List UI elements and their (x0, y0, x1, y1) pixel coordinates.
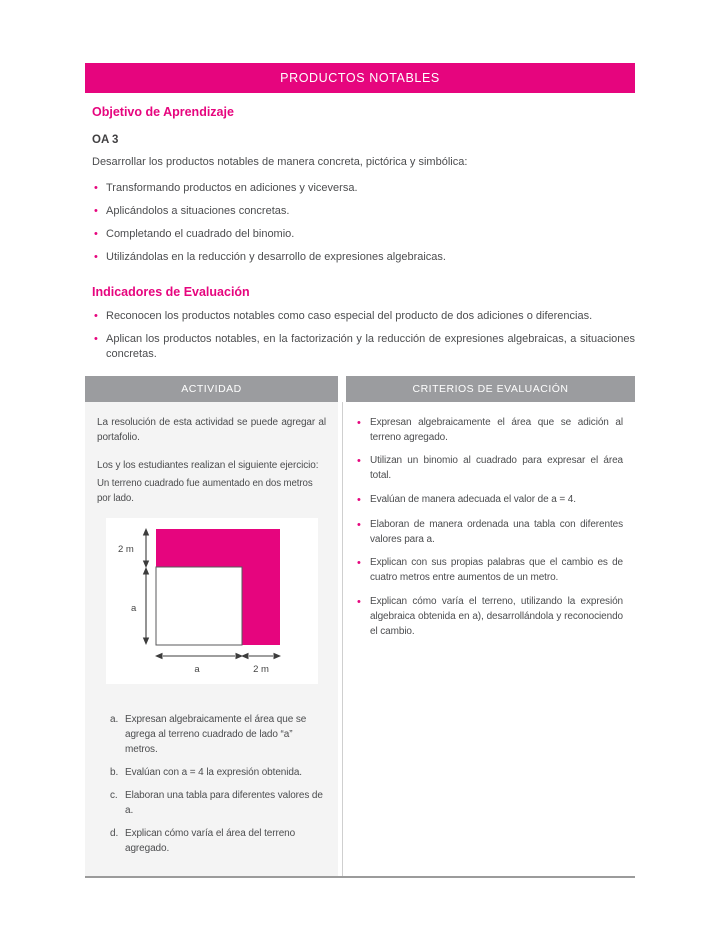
task-letter: a. (110, 714, 119, 726)
criteria-item (357, 555, 623, 585)
task-item (110, 826, 326, 856)
arrow-head-icon (142, 567, 148, 575)
bullet-text: Reconocen los productos notables como caso especial del producto de dos adiciones o diferencias. (106, 310, 593, 322)
tasks-list (97, 712, 326, 856)
task-item (110, 788, 326, 818)
arrow-head-icon (142, 528, 148, 536)
task-letter: d. (110, 828, 119, 840)
terrain-diagram-svg (106, 523, 318, 677)
diagram-label-side-a: a (130, 603, 136, 615)
criteria-item (357, 492, 623, 509)
bullet-icon: • (94, 310, 98, 322)
bullet-icon: • (94, 204, 98, 217)
bullet-icon: • (94, 332, 98, 345)
diagram-original-square (156, 567, 242, 645)
criteria-text: Elaboran de manera ordenada una tabla con diferentes valores para a. (370, 518, 623, 545)
arrow-head-icon (142, 638, 148, 646)
list-item (92, 250, 635, 265)
bullet-icon: • (94, 227, 98, 240)
dimension-arrow-vertical-2m (142, 528, 148, 568)
bullet-icon: • (357, 416, 361, 429)
task-text: Elaboran una tabla para diferentes valores de a. (125, 790, 323, 817)
bullet-icon: • (357, 493, 361, 506)
criteria-item (357, 517, 623, 547)
bullet-icon: • (357, 455, 361, 468)
diagram-label-bottom-a: a (193, 664, 200, 676)
task-text: Explican cómo varía el área del terreno agregado. (125, 828, 296, 855)
bullet-icon: • (357, 518, 361, 531)
criteria-cell (342, 402, 635, 877)
bullet-icon: • (94, 181, 98, 194)
arrow-head-icon (142, 561, 148, 569)
list-item (92, 181, 635, 196)
criteria-text: Evalúan de manera adecuada el valor de a = 4. (370, 493, 576, 505)
objetivo-bullet-list (92, 181, 635, 265)
criteria-text: Utilizan un binomio al cuadrado para expresar el área total. (370, 455, 623, 482)
criteria-item (357, 453, 623, 483)
activity-paragraph: Los y los estudiantes realizan el siguiente ejercicio: (97, 459, 319, 471)
criteria-item (357, 594, 623, 639)
task-letter: b. (110, 767, 119, 779)
activity-paragraph: Un terreno cuadrado fue aumentado en dos metros por lado. (97, 478, 313, 505)
bullet-icon: • (94, 250, 98, 263)
task-text: Expresan algebraicamente el área que se agrega al terreno cuadrado de lado “a” metros. (125, 714, 307, 756)
dimension-arrow-horizontal-2m (241, 653, 281, 659)
task-text: Evalúan con a = 4 la expresión obtenida. (125, 767, 302, 779)
bullet-text: Completando el cuadrado del binomio. (106, 227, 295, 240)
activity-paragraph: La resolución de esta actividad se puede agregar al portafolio. (97, 416, 326, 444)
activity-cell (85, 402, 338, 877)
terrain-diagram (106, 518, 318, 684)
diagram-label-bottom-2m: 2 m (252, 664, 269, 676)
page-content (85, 63, 635, 878)
oa-label: OA 3 (92, 134, 119, 146)
diagram-label-top-2m: 2 m (117, 544, 134, 556)
page-title: PRODUCTOS NOTABLES (280, 71, 440, 85)
bullet-text: Aplicándolos a situaciones concretas. (106, 204, 290, 217)
list-item (92, 309, 635, 324)
criteria-text: Expresan algebraicamente el área que se adición al terreno agregado. (370, 416, 623, 443)
arrow-head-icon (273, 653, 281, 659)
table-header-row (85, 376, 635, 402)
column-header-actividad: ACTIVIDAD (85, 376, 338, 402)
bullet-text: Aplican los productos notables, en la factorización y la reducción de expresiones algebraicas, a situaciones concretas. (106, 332, 635, 361)
criteria-item (357, 415, 623, 445)
criteria-text: Explican con sus propias palabras que el cambio es de cuatro metros entre aumentos de un metro. (370, 557, 623, 584)
dimension-arrow-vertical-a (142, 567, 148, 645)
criteria-text: Explican cómo varía el terreno, utilizando la expresión algebraica obtenida en a), desarrollándola y reconociendo el cambio. (370, 595, 623, 637)
list-item (92, 332, 635, 363)
bullet-icon: • (357, 557, 361, 570)
evaluation-table (85, 376, 635, 879)
upper-sections (85, 105, 635, 363)
section-heading-indicadores: Indicadores de Evaluación (92, 285, 250, 299)
list-item (92, 227, 635, 242)
table-body-row (85, 402, 635, 879)
arrow-head-icon (241, 653, 249, 659)
bullet-icon: • (357, 595, 361, 608)
task-item (110, 712, 326, 757)
task-item (110, 765, 326, 780)
column-header-criterios: CRITERIOS DE EVALUACIÓN (346, 376, 635, 402)
indicadores-bullet-list (92, 309, 635, 363)
dimension-arrow-horizontal-a (155, 653, 243, 659)
bullet-text: Utilizándolas en la reducción y desarrollo de expresiones algebraicas. (106, 250, 446, 263)
bullet-text: Transformando productos en adiciones y viceversa. (106, 181, 358, 194)
objetivo-intro: Desarrollar los productos notables de manera concreta, pictórica y simbólica: (92, 156, 468, 168)
task-letter: c. (110, 790, 118, 802)
list-item (92, 204, 635, 219)
arrow-head-icon (155, 653, 163, 659)
title-bar (85, 63, 635, 93)
section-heading-objetivo: Objetivo de Aprendizaje (92, 105, 234, 119)
